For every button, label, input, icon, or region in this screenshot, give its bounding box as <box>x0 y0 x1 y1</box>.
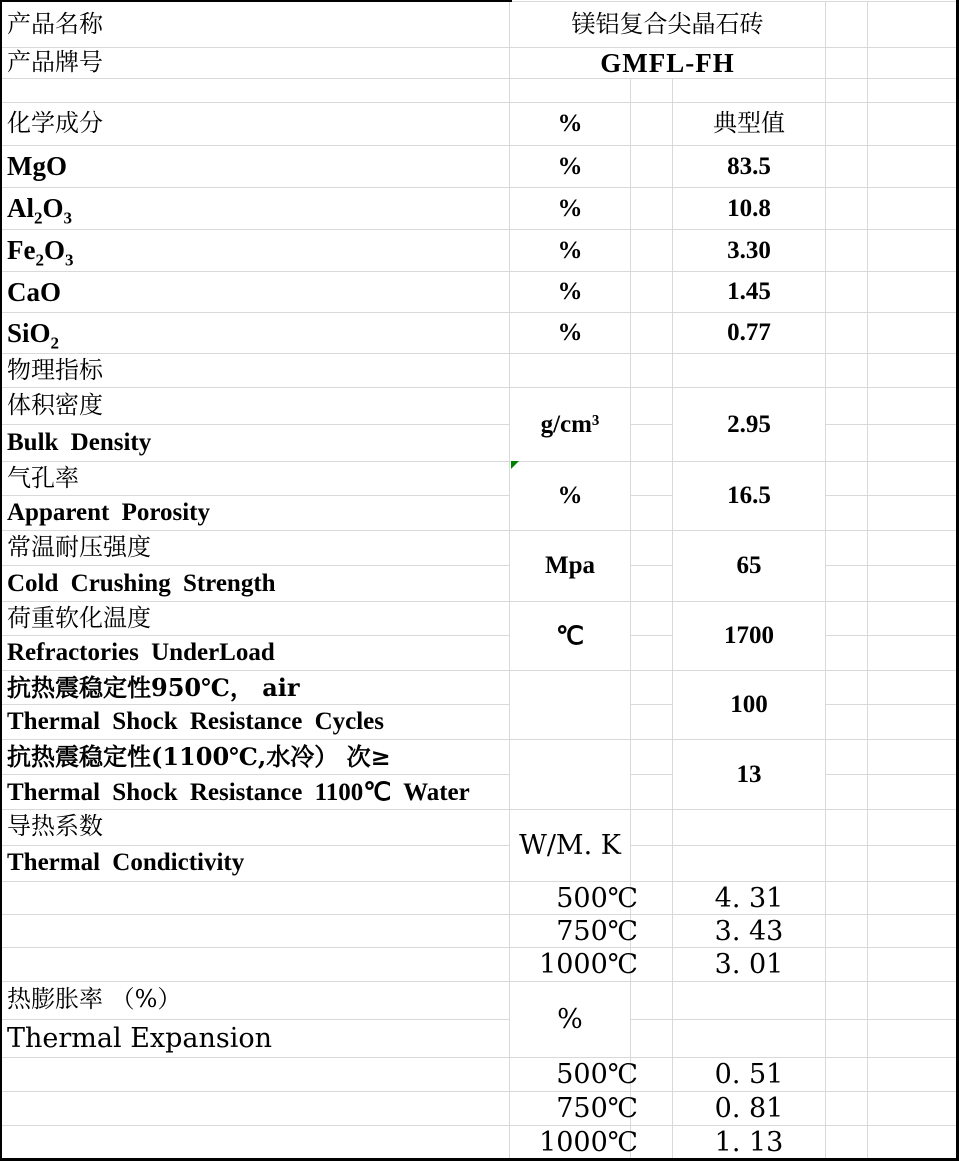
cell-empty[interactable] <box>868 882 956 914</box>
cell-empty[interactable] <box>868 79 956 102</box>
cell-empty[interactable] <box>631 103 673 145</box>
cell-physical-section-label[interactable] <box>2 354 510 387</box>
cell-empty[interactable] <box>826 915 868 947</box>
cell-empty[interactable] <box>826 740 868 809</box>
cell-empty[interactable] <box>826 982 868 1057</box>
cell-value[interactable]: 3.30 <box>673 230 826 271</box>
cell-temp[interactable]: 1000℃ <box>510 948 631 981</box>
cell-value[interactable]: 1. 13 <box>673 1126 826 1158</box>
cell-empty[interactable] <box>826 948 868 981</box>
cell-empty[interactable] <box>673 79 826 102</box>
cell-empty[interactable] <box>868 146 956 187</box>
product-brand-value: GMFL-FH <box>600 47 735 78</box>
cell-empty[interactable] <box>868 671 956 739</box>
label-cn: 荷重软化温度 <box>7 603 151 632</box>
cell-empty[interactable] <box>2 915 510 947</box>
cell-empty[interactable] <box>826 388 868 461</box>
row-expansion-500 <box>2 1058 956 1092</box>
cell-empty[interactable] <box>631 740 673 809</box>
label-en: Bulk Density <box>7 428 152 456</box>
cell-empty[interactable] <box>826 2 868 47</box>
row-product-name <box>2 2 956 48</box>
cell-empty[interactable] <box>826 79 868 102</box>
cell-empty[interactable] <box>826 1092 868 1125</box>
cell-empty[interactable] <box>826 272 868 312</box>
cell-value[interactable]: 16.5 <box>673 462 826 530</box>
row-chemical-fe2o3 <box>2 230 956 272</box>
cell-value[interactable]: 1.45 <box>673 272 826 312</box>
cell-label[interactable] <box>2 388 510 461</box>
cell-empty[interactable] <box>826 313 868 353</box>
row-thermal-conductivity <box>2 810 956 882</box>
cell-empty[interactable] <box>868 388 956 461</box>
row-chemical-mgo <box>2 146 956 188</box>
cell-empty[interactable] <box>673 354 826 387</box>
label-en: Refractories UnderLoad <box>7 639 275 666</box>
cell-empty[interactable] <box>2 948 510 981</box>
cell-label[interactable] <box>2 810 510 881</box>
cell-temp[interactable]: 750℃ <box>510 915 631 947</box>
cell-empty[interactable] <box>631 810 673 881</box>
outer-border-top-segment <box>2 0 512 2</box>
physical-section-label: 物理指标 <box>7 355 103 384</box>
error-indicator-icon <box>511 461 519 469</box>
row-conductivity-1000 <box>2 948 956 982</box>
cell-empty[interactable] <box>631 982 673 1057</box>
cell-formula[interactable] <box>2 146 510 187</box>
cell-value[interactable]: 13 <box>673 740 826 809</box>
cell-empty[interactable] <box>868 1126 956 1158</box>
cell-empty[interactable] <box>868 948 956 981</box>
cell-empty[interactable] <box>826 48 868 78</box>
row-thermal-shock-950 <box>2 671 956 740</box>
cell-empty[interactable] <box>826 602 868 670</box>
cell-chemical-unit-header[interactable] <box>510 103 631 145</box>
cell-chemical-value-header[interactable] <box>673 103 826 145</box>
cell-empty[interactable] <box>826 462 868 530</box>
cell-empty[interactable] <box>826 882 868 914</box>
cell-empty[interactable] <box>826 1058 868 1091</box>
cell-empty[interactable] <box>826 103 868 145</box>
cell-empty[interactable] <box>826 531 868 601</box>
row-cold-crushing-strength <box>2 531 956 602</box>
cell-value[interactable]: 3. 01 <box>673 948 826 981</box>
label-cn: 体积密度 <box>7 390 103 419</box>
cell-empty[interactable] <box>510 79 631 102</box>
cell-unit[interactable]: % <box>510 230 631 271</box>
cell-product-brand-value[interactable] <box>510 48 826 78</box>
cell-empty[interactable] <box>868 810 956 881</box>
cell-empty[interactable] <box>631 146 673 187</box>
cell-label[interactable] <box>2 671 510 739</box>
cell-empty[interactable] <box>868 313 956 353</box>
cell-empty[interactable] <box>631 671 673 739</box>
cell-empty[interactable] <box>631 313 673 353</box>
cell-formula[interactable] <box>2 188 510 229</box>
cell-value[interactable]: 0.77 <box>673 313 826 353</box>
cell-temp[interactable]: 1000℃ <box>510 1126 631 1158</box>
label-cn: 导热系数 <box>7 812 103 841</box>
cell-empty[interactable] <box>868 272 956 312</box>
cell-empty[interactable] <box>631 79 673 102</box>
cell-empty[interactable] <box>868 230 956 271</box>
row-refractories-underload <box>2 602 956 671</box>
product-brand-label: 产品牌号 <box>7 48 103 77</box>
cell-empty[interactable] <box>2 882 510 914</box>
cell-unit[interactable]: g/cm³ <box>510 388 631 461</box>
cell-empty[interactable] <box>826 671 868 739</box>
cell-empty[interactable] <box>631 462 673 530</box>
cell-temp[interactable]: 750℃ <box>510 1092 631 1125</box>
cell-formula[interactable] <box>2 313 510 353</box>
cell-label[interactable] <box>2 462 510 530</box>
formula-mgo: MgO <box>7 151 67 181</box>
cell-unit[interactable]: % <box>510 313 631 353</box>
cell-empty[interactable] <box>868 1092 956 1125</box>
row-expansion-1000 <box>2 1126 956 1158</box>
product-name-label: 产品名称 <box>7 9 103 38</box>
cell-empty[interactable] <box>826 1126 868 1158</box>
row-chemical-al2o3 <box>2 188 956 230</box>
cell-empty[interactable] <box>510 740 631 809</box>
formula-sio2: SiO$_2$ <box>7 317 60 352</box>
cell-value[interactable]: 0. 51 <box>673 1058 826 1091</box>
cell-label[interactable] <box>2 982 510 1057</box>
cell-empty[interactable] <box>510 354 631 387</box>
cell-empty[interactable] <box>868 188 956 229</box>
cell-empty[interactable] <box>826 354 868 387</box>
row-conductivity-750 <box>2 915 956 948</box>
cell-unit[interactable]: W/M. K <box>510 810 631 881</box>
cell-empty[interactable] <box>868 1058 956 1091</box>
cell-empty[interactable] <box>631 354 673 387</box>
cell-formula[interactable] <box>2 272 510 312</box>
row-chemical-header <box>2 103 956 146</box>
chemical-section-label: 化学成分 <box>7 109 103 138</box>
cell-empty[interactable] <box>631 272 673 312</box>
label-cn: 抗热震稳定性950℃， air <box>7 672 300 702</box>
cell-label[interactable] <box>2 740 510 809</box>
cell-value[interactable]: 10.8 <box>673 188 826 229</box>
cell-empty[interactable] <box>868 982 956 1057</box>
row-chemical-sio2 <box>2 313 956 354</box>
cell-label[interactable] <box>2 531 510 601</box>
cell-empty[interactable] <box>631 230 673 271</box>
cell-empty[interactable] <box>868 531 956 601</box>
row-thermal-shock-1100 <box>2 740 956 810</box>
row-conductivity-500 <box>2 882 956 915</box>
cell-value[interactable]: 83.5 <box>673 146 826 187</box>
cell-label[interactable] <box>2 602 510 670</box>
cell-value[interactable]: 0. 81 <box>673 1092 826 1125</box>
label-en: Thermal Shock Resistance Cycles <box>7 708 384 735</box>
cell-unit[interactable]: % <box>510 462 631 530</box>
cell-empty[interactable] <box>2 1058 510 1091</box>
cell-empty[interactable] <box>2 1126 510 1158</box>
cell-unit[interactable]: % <box>510 146 631 187</box>
cell-chemical-section-label[interactable] <box>2 103 510 145</box>
cell-empty[interactable] <box>868 915 956 947</box>
row-bulk-density <box>2 388 956 462</box>
cell-value[interactable]: 100 <box>673 671 826 739</box>
cell-unit[interactable]: % <box>510 982 631 1057</box>
product-name-value: 镁铝复合尖晶石砖 <box>571 9 764 38</box>
label-cn: 气孔率 <box>7 463 79 492</box>
cell-empty[interactable] <box>673 810 826 881</box>
cell-value[interactable]: 65 <box>673 531 826 601</box>
cell-empty[interactable] <box>868 740 956 809</box>
formula-al2o3: $Al_2O_3$ <box>7 193 73 228</box>
cell-empty[interactable] <box>2 79 510 102</box>
cell-empty[interactable] <box>2 1092 510 1125</box>
cell-unit[interactable]: ℃ <box>510 602 631 670</box>
formula-cao: CaO <box>7 276 61 307</box>
cell-value[interactable]: 4. 31 <box>673 882 826 914</box>
row-thermal-expansion <box>2 982 956 1058</box>
cell-product-brand-label[interactable] <box>2 48 510 78</box>
cell-empty[interactable] <box>631 188 673 229</box>
cell-value[interactable]: 3. 43 <box>673 915 826 947</box>
label-en: Thermal Expansion <box>7 1022 273 1054</box>
cell-temp[interactable]: 500℃ <box>510 882 631 914</box>
cell-empty[interactable] <box>868 2 956 47</box>
cell-unit[interactable]: Mpa <box>510 531 631 601</box>
cell-empty[interactable] <box>868 602 956 670</box>
cell-value[interactable]: 2.95 <box>673 388 826 461</box>
cell-empty[interactable] <box>868 462 956 530</box>
cell-empty[interactable] <box>826 188 868 229</box>
cell-empty[interactable] <box>631 388 673 461</box>
cell-unit[interactable]: % <box>510 188 631 229</box>
row-apparent-porosity <box>2 462 956 531</box>
cell-empty[interactable] <box>673 982 826 1057</box>
chemical-value-header: 典型值 <box>713 109 785 138</box>
label-cn: 抗热震稳定性(1100℃,水冷） 次≥ <box>7 741 391 771</box>
cell-unit[interactable]: % <box>510 272 631 312</box>
top-gridline <box>512 1 956 2</box>
label-en: Cold Crushing Strength <box>7 569 276 597</box>
label-en: Thermal Shock Resistance 1100℃ Water <box>7 778 470 806</box>
cell-empty[interactable] <box>631 531 673 601</box>
formula-fe2o3: $Fe_2O_3$ <box>7 235 74 270</box>
cell-value[interactable]: 1700 <box>673 602 826 670</box>
cell-product-name-value[interactable] <box>510 2 826 47</box>
cell-empty[interactable] <box>826 146 868 187</box>
row-product-brand <box>2 48 956 79</box>
row-blank <box>2 79 956 103</box>
cell-empty[interactable] <box>868 354 956 387</box>
chemical-unit-header: % <box>557 110 583 137</box>
cell-formula[interactable] <box>2 230 510 271</box>
cell-empty[interactable] <box>868 48 956 78</box>
label-cn: 常温耐压强度 <box>7 533 151 562</box>
row-expansion-750 <box>2 1092 956 1126</box>
cell-temp[interactable]: 500℃ <box>510 1058 631 1091</box>
label-cn: 热膨胀率 （%） <box>7 985 182 1014</box>
row-physical-section <box>2 354 956 388</box>
cell-empty[interactable] <box>631 602 673 670</box>
cell-empty[interactable] <box>826 230 868 271</box>
cell-product-name-label[interactable] <box>2 2 510 47</box>
label-en: Thermal Condictivity <box>7 849 245 877</box>
cell-empty[interactable] <box>826 810 868 881</box>
label-en: Apparent Porosity <box>7 499 210 526</box>
cell-empty[interactable] <box>868 103 956 145</box>
row-chemical-cao <box>2 272 956 313</box>
cell-empty[interactable] <box>510 671 631 739</box>
